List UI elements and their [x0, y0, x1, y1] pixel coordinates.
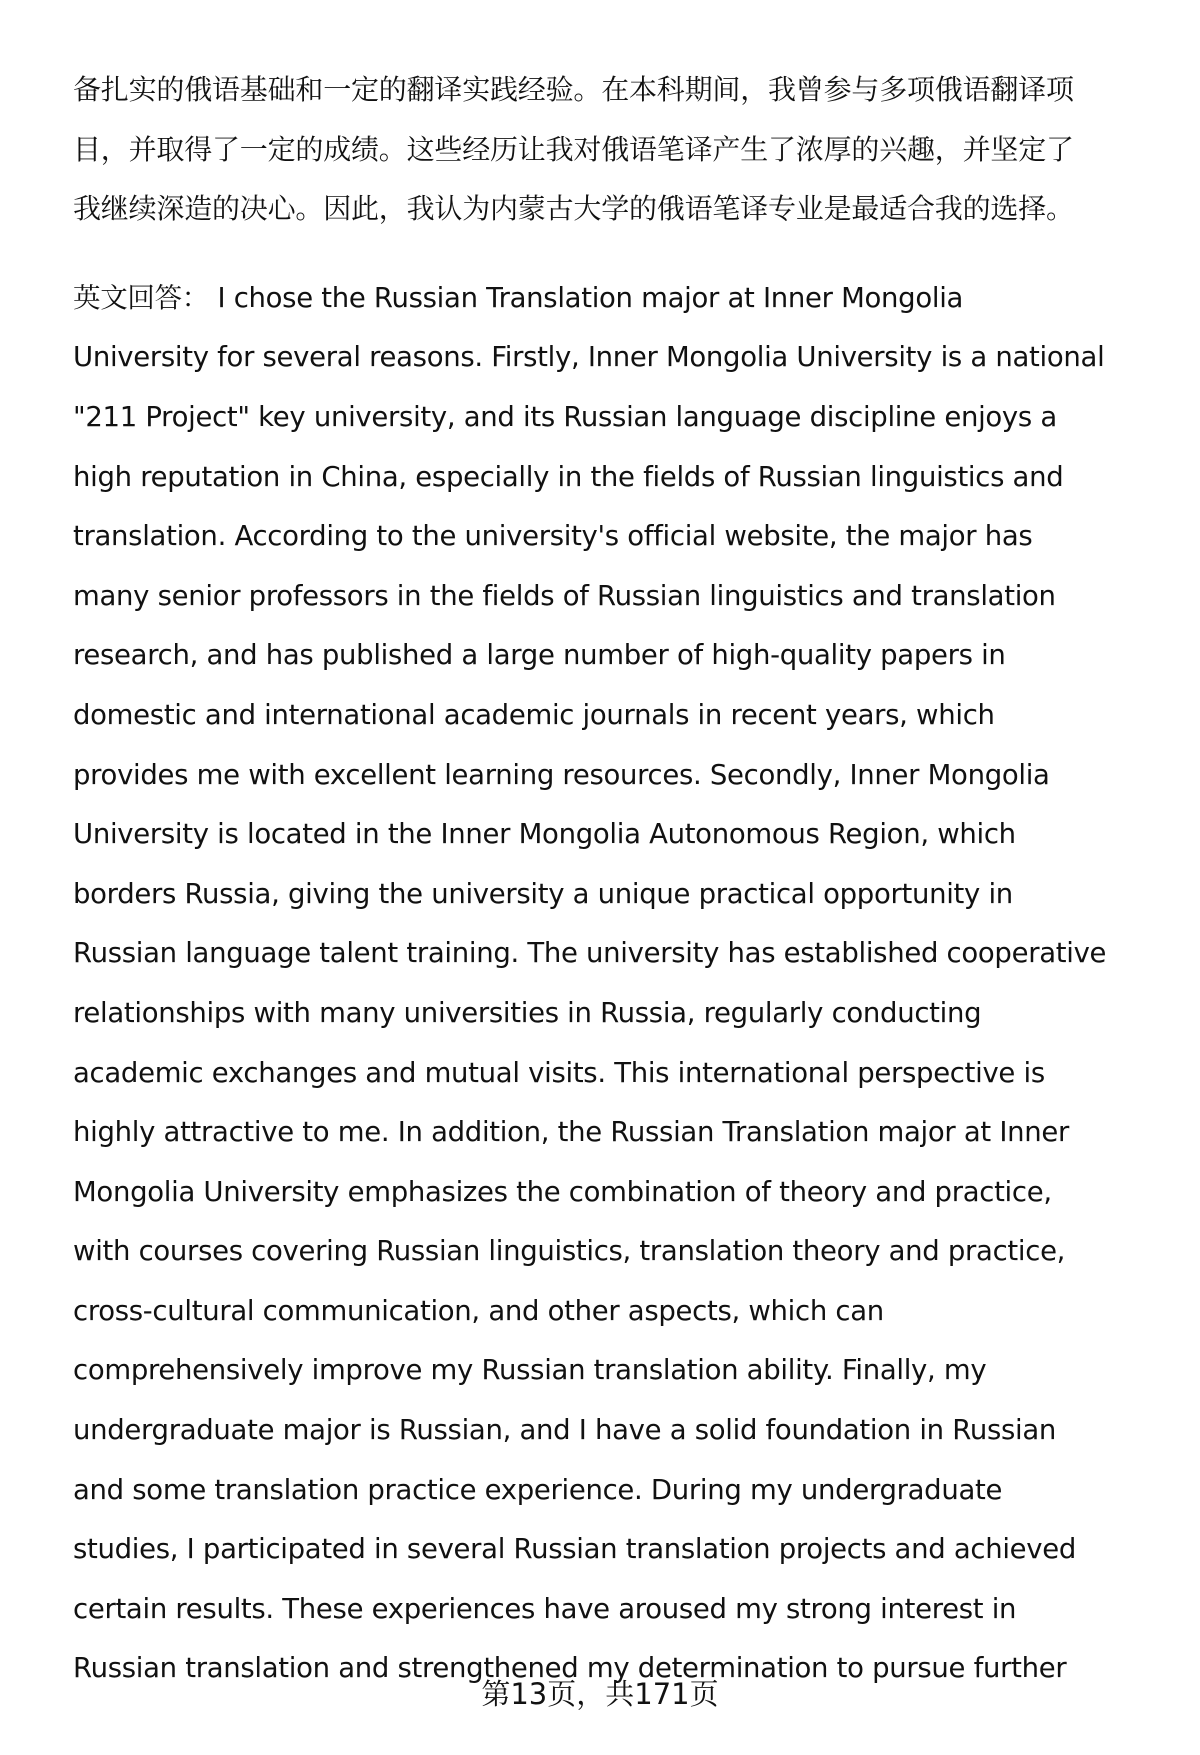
text-line: cross-cultural communication, and other aspects, which can: [73, 1294, 884, 1327]
english-paragraph: [73, 269, 1163, 1699]
text-line: and some translation practice experience. During my undergraduate: [73, 1473, 1003, 1506]
text-line: translation. According to the university's official website, the major has: [73, 520, 1033, 553]
page-number-footer: 第13页，共171页: [481, 1677, 719, 1711]
text-line: studies, I participated in several Russian translation projects and achieved: [73, 1533, 1077, 1566]
text-line: many senior professors in the fields of Russian linguistics and translation: [73, 579, 1056, 612]
text-line: 我继续深造的决心。因此，我认为内蒙古大学的俄语笔译专业是最适合我的选择。: [73, 192, 1074, 226]
text-line: 英文回答： I chose the Russian Translation major at Inner Mongolia: [73, 281, 964, 314]
text-line: research, and has published a large number of high-quality papers in: [73, 639, 1006, 672]
text-line: high reputation in China, especially in the fields of Russian linguistics and: [73, 460, 1064, 493]
text-line: highly attractive to me. In addition, the Russian Translation major at Inner: [73, 1116, 1070, 1149]
text-line: comprehensively improve my Russian translation ability. Finally, my: [73, 1354, 987, 1387]
text-line: Russian translation and strengthened my determination to pursue further: [73, 1652, 1067, 1685]
text-line: provides me with excellent learning resources. Secondly, Inner Mongolia: [73, 758, 1050, 791]
chinese-paragraph: [73, 60, 1163, 239]
text-line: academic exchanges and mutual visits. This international perspective is: [73, 1056, 1045, 1089]
text-line: with courses covering Russian linguistics, translation theory and practice,: [73, 1235, 1066, 1268]
text-line: borders Russia, giving the university a unique practical opportunity in: [73, 877, 1013, 910]
text-line: relationships with many universities in Russia, regularly conducting: [73, 996, 982, 1029]
text-line: Mongolia University emphasizes the combination of theory and practice,: [73, 1175, 1052, 1208]
text-line: 目，并取得了一定的成绩。这些经历让我对俄语笔译产生了浓厚的兴趣，并坚定了: [73, 132, 1074, 166]
text-line: University for several reasons. Firstly, Inner Mongolia University is a national: [73, 341, 1105, 374]
text-line: Russian language talent training. The university has established cooperative: [73, 937, 1107, 970]
text-line: certain results. These experiences have aroused my strong interest in: [73, 1592, 1017, 1625]
text-line: 备扎实的俄语基础和一定的翻译实践经验。在本科期间，我曾参与多项俄语翻译项: [73, 73, 1074, 106]
document-page: [73, 60, 1163, 1699]
text-line: domestic and international academic journals in recent years, which: [73, 698, 995, 731]
text-line: undergraduate major is Russian, and I have a solid foundation in Russian: [73, 1414, 1057, 1447]
text-line: University is located in the Inner Mongolia Autonomous Region, which: [73, 818, 1016, 851]
text-line: "211 Project" key university, and its Russian language discipline enjoys a: [73, 400, 1057, 433]
